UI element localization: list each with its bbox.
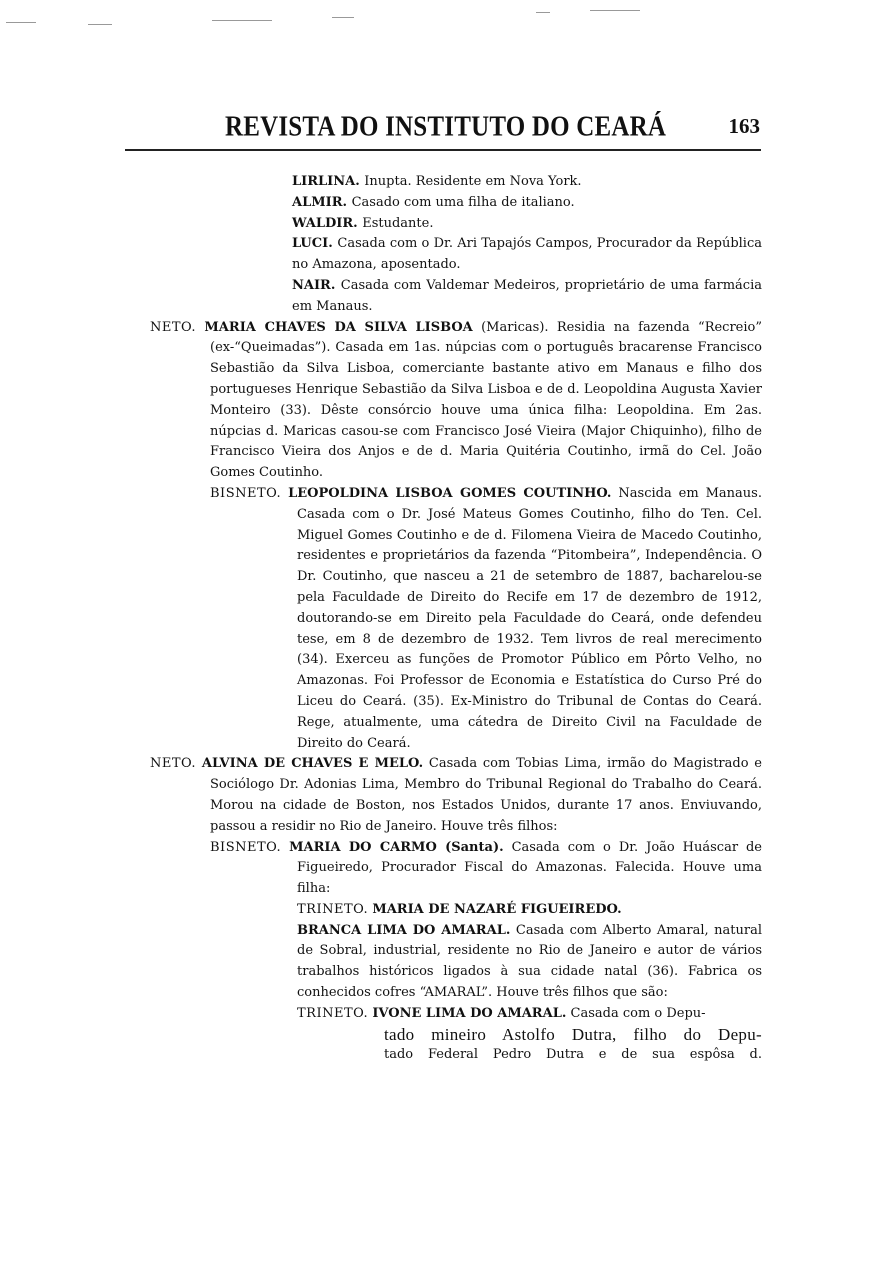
entry-name: WALDIR [292, 215, 354, 231]
generation-label: TRINETO. [297, 1005, 369, 1021]
trineto-entry-maria-de-nazare [297, 900, 762, 921]
child-entry: WALDIR. Estudante. [292, 215, 434, 231]
branca-entry [297, 921, 762, 1004]
generation-label: BISNETO. [210, 839, 282, 855]
scan-mark [536, 12, 550, 13]
child-entry: ALMIR. Casado com uma filha de italiano. [292, 194, 575, 210]
journal-title: REVISTA DO INSTITUTO DO CEARÁ [225, 112, 667, 143]
entry-name: MARIA CHAVES DA SILVA LISBOA [204, 319, 473, 335]
entry-name: LIRLINA [292, 174, 356, 189]
trineto-entry-ivone [297, 1004, 762, 1066]
entry-text: Casada com Valdemar Medeiros, proprietário de uma farmácia em Manaus. [292, 277, 762, 314]
generation-label: TRINETO. [297, 901, 369, 917]
generation-label: NETO. [150, 319, 197, 335]
entry-text: Casada com o Dr. João Huáscar de Figueiredo, Procurador Fiscal do Amazonas. Falecida. Houve uma filha: [297, 839, 762, 897]
entry-text: (Maricas). Residia na fazenda “Recreio” (ex-“Queimadas”). Casada em 1as. núpcias com o português bracarense Francisco Sebastião da Silva Lisboa, comerciante bastante ativo em Manaus e filho dos portugueses Henrique Sebastião da Silva Lisboa e de d. Leopoldina Augusta Xavier Monteiro (33). Dêste consórcio houve uma única filha: Leopoldina. Em 2as. núpcias d. Maricas casou-se com Francisco José Vieira (Major Chiquinho), filho de Francisco Vieira dos Anjos e de d. Maria Quitéria Coutinho, irmã do Cel. João Gomes Coutinho. [210, 319, 763, 481]
entry-text: tado mineiro Astolfo Dutra, filho do Depu- [384, 1024, 762, 1044]
entry-name: ALMIR [292, 194, 343, 210]
scan-mark [6, 22, 36, 23]
page-number: 163 [728, 114, 760, 138]
neto-entry-alvina [150, 754, 762, 837]
scan-mark [88, 24, 112, 25]
scan-mark [332, 17, 354, 18]
entry-text: Casada com Alberto Amaral, natural de Sobral, industrial, residente no Rio de Janeiro e autor de vários trabalhos históricos ligados à sua cidade natal (36). Fabrica os conhecidos cofres “AMARAL”. Houve três filhos que são: [297, 922, 762, 1001]
child-entry: LIRLINA. Inupta. Residente em Nova York. [292, 174, 582, 189]
entry-text: tado Federal Pedro Dutra e de sua espôsa d. [384, 1047, 762, 1063]
entry-text: Casada com o Dr. Ari Tapajós Campos, Procurador da República no Amazona, aposentado. [292, 236, 762, 273]
neto-entry-maria-chaves [150, 318, 762, 484]
child-entry: LUCI. Casada com o Dr. Ari Tapajós Campos, Procurador da República no Amazona, aposentado. [292, 236, 762, 273]
entry-name: IVONE LIMA DO AMARAL. [372, 1005, 567, 1021]
entry-name: MARIA DO CARMO (Santa). [289, 839, 504, 855]
generation-label: NETO. [150, 756, 197, 772]
entry-name: MARIA DE NAZARÉ FIGUEIREDO. [372, 901, 622, 917]
entry-text: Casada com o Depu- [570, 1005, 706, 1021]
scan-mark [590, 10, 640, 11]
entry-name: NAIR [292, 277, 331, 293]
child-entry: NAIR. Casada com Valdemar Medeiros, proprietário de uma farmácia em Manaus. [292, 277, 762, 314]
entry-text: Estudante. [362, 215, 434, 231]
entry-name: ALVINA DE CHAVES E MELO. [201, 756, 424, 772]
scan-mark [212, 20, 272, 21]
entry-text: Nascida em Manaus. Casada com o Dr. José Mateus Gomes Coutinho, filho do Ten. Cel. Miguel Gomes Coutinho e de d. Filomena Vieira de Macedo Coutinho, residentes e proprietários da fazenda “Pitombeira”, Independência. O Dr. Coutinho, que nasceu a 21 de setembro de 1887, bacharelou-se pela Faculdade de Direito do Recife em 17 de dezembro de 1912, doutorando-se em Direito pela Faculdade do Ceará, onde defendeu tese, em 8 de dezembro de 1932. Tem livros de real merecimento (34). Exerceu as funções de Promotor Público em Pôrto Velho, no Amazonas. Foi Professor de Economia e Estatística do Curso Pré do Liceu do Ceará. (35). Ex-Ministro do Tribunal de Contas do Ceará. Rege, atualmente, uma cátedra de Direito Civil na Faculdade de Direito do Ceará. [297, 485, 762, 751]
header-rule [125, 149, 761, 151]
entry-text: Casada com Tobias Lima, irmão do Magistrado e Sociólogo Dr. Adonias Lima, Membro do Tribunal Regional do Trabalho do Ceará. Morou na cidade de Boston, nos Estados Unidos, durante 17 anos. Enviuvando, passou a residir no Rio de Janeiro. Houve três filhos: [210, 756, 762, 834]
running-header [125, 112, 760, 148]
entry-name: BRANCA LIMA DO AMARAL. [297, 922, 511, 938]
entry-name: LEOPOLDINA LISBOA GOMES COUTINHO. [288, 485, 612, 501]
entry-name: LUCI [292, 236, 329, 252]
generation-label: BISNETO. [210, 485, 282, 501]
entry-text: Inupta. Residente em Nova York. [364, 174, 582, 189]
genealogy-body [150, 172, 762, 1066]
bisneto-entry-leopoldina [210, 484, 762, 754]
entry-text: Casado com uma filha de italiano. [351, 194, 575, 210]
bisneto-entry-maria-do-carmo [210, 838, 762, 900]
